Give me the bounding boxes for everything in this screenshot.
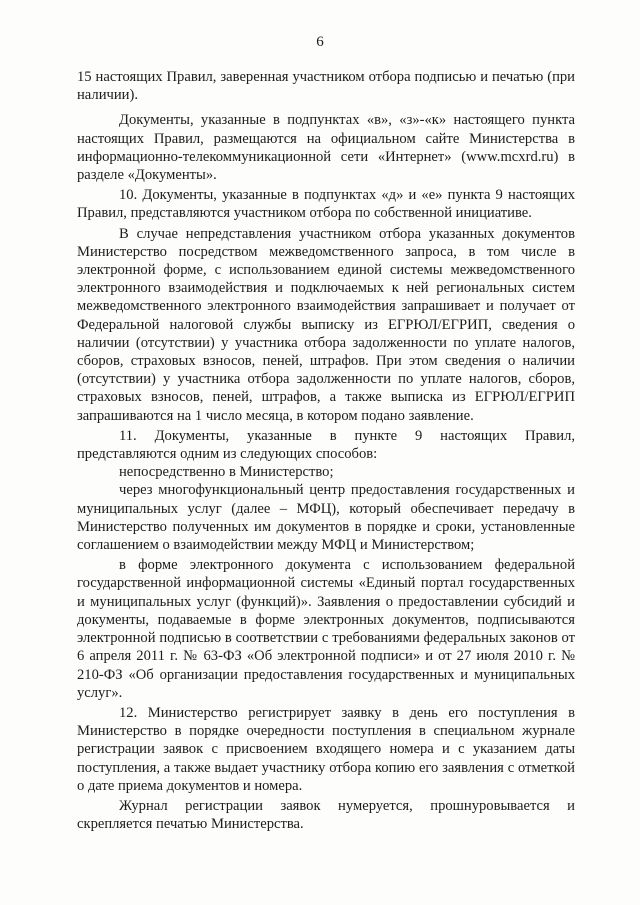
paragraph-interagency-request: В случае непредставления участником отбора указанных документов Министерство посредством межведомственного запроса, в том числе в электронной форме, с использованием единой системы межведомственного электронного взаимодействия и подключаемых к ней региональных систем межведомственного электронного взаимодействия запрашивает и получает от Федеральной налоговой службы выписку из ЕГРЮЛ/ЕГРИП, сведения о наличии (отсутствии) у участника отбора задолженности по уплате налогов, сборов, страховых взносов, пеней, штрафов. При этом сведения о наличии (отсутствии) у участника отбора задолженности по уплате налогов, сборов, страховых взносов, пеней, штрафов, а также выписка из ЕГРЮЛ/ЕГРИП запрашиваются на 1 число месяца, в котором подано заявление. bbox=[77, 225, 575, 424]
page-number: 6 bbox=[316, 34, 324, 50]
paragraph-journal: Журнал регистрации заявок нумеруется, прошнуровывается и скрепляется печатью Министерства. bbox=[77, 797, 575, 833]
document-body bbox=[77, 68, 575, 833]
paragraph-method-electronic: в форме электронного документа с использованием федеральной государственной информационной системы «Единый портал государственных и муниципальных услуг (функций)». Заявления о предоставлении субсидий и документы, подаваемые в форме электронных документов, подписываются электронной подписью в соответствии с требованиями федеральных законов от 6 апреля 2011 г. № 63-ФЗ «Об электронной подписи» и от 27 июля 2010 г. № 210-ФЗ «Об организации предоставления государственных и муниципальных услуг». bbox=[77, 557, 575, 701]
paragraph-continuation: 15 настоящих Правил, заверенная участником отбора подписью и печатью (при наличии). bbox=[77, 69, 575, 104]
paragraph-item-12: 12. Министерство регистрирует заявку в день его поступления в Министерство в порядке очередности поступления в специальном журнале регистрации заявок с присвоением входящего номера и с указанием даты поступления, а также выдает участнику отбора копию его заявления с отметкой о дате приема документов и номера. bbox=[77, 704, 575, 794]
paragraph-method-mfc: через многофункциональный центр предоставления государственных и муниципальных услуг (далее – МФЦ), который обеспечивает передачу в Министерство полученных им документов в порядке и сроки, установленные соглашением о взаимодействии между МФЦ и Министерством; bbox=[77, 482, 575, 554]
paragraph-documents-official-site: Документы, указанные в подпунктах «в», «з»-«к» настоящего пункта настоящих Правил, размещаются на официальном сайте Министерства в информационно-телекоммуникационной сети «Интернет» (www.mcxrd.ru) в разделе «Документы». bbox=[77, 112, 575, 184]
paragraph-method-direct: непосредственно в Министерство; bbox=[119, 464, 334, 481]
paragraph-item-11: 11. Документы, указанные в пункте 9 настоящих Правил, представляются одним из следующих способов: bbox=[77, 427, 575, 463]
paragraph-item-10: 10. Документы, указанные в подпунктах «д» и «е» пункта 9 настоящих Правил, представляются участником отбора по собственной инициативе. bbox=[77, 187, 575, 222]
